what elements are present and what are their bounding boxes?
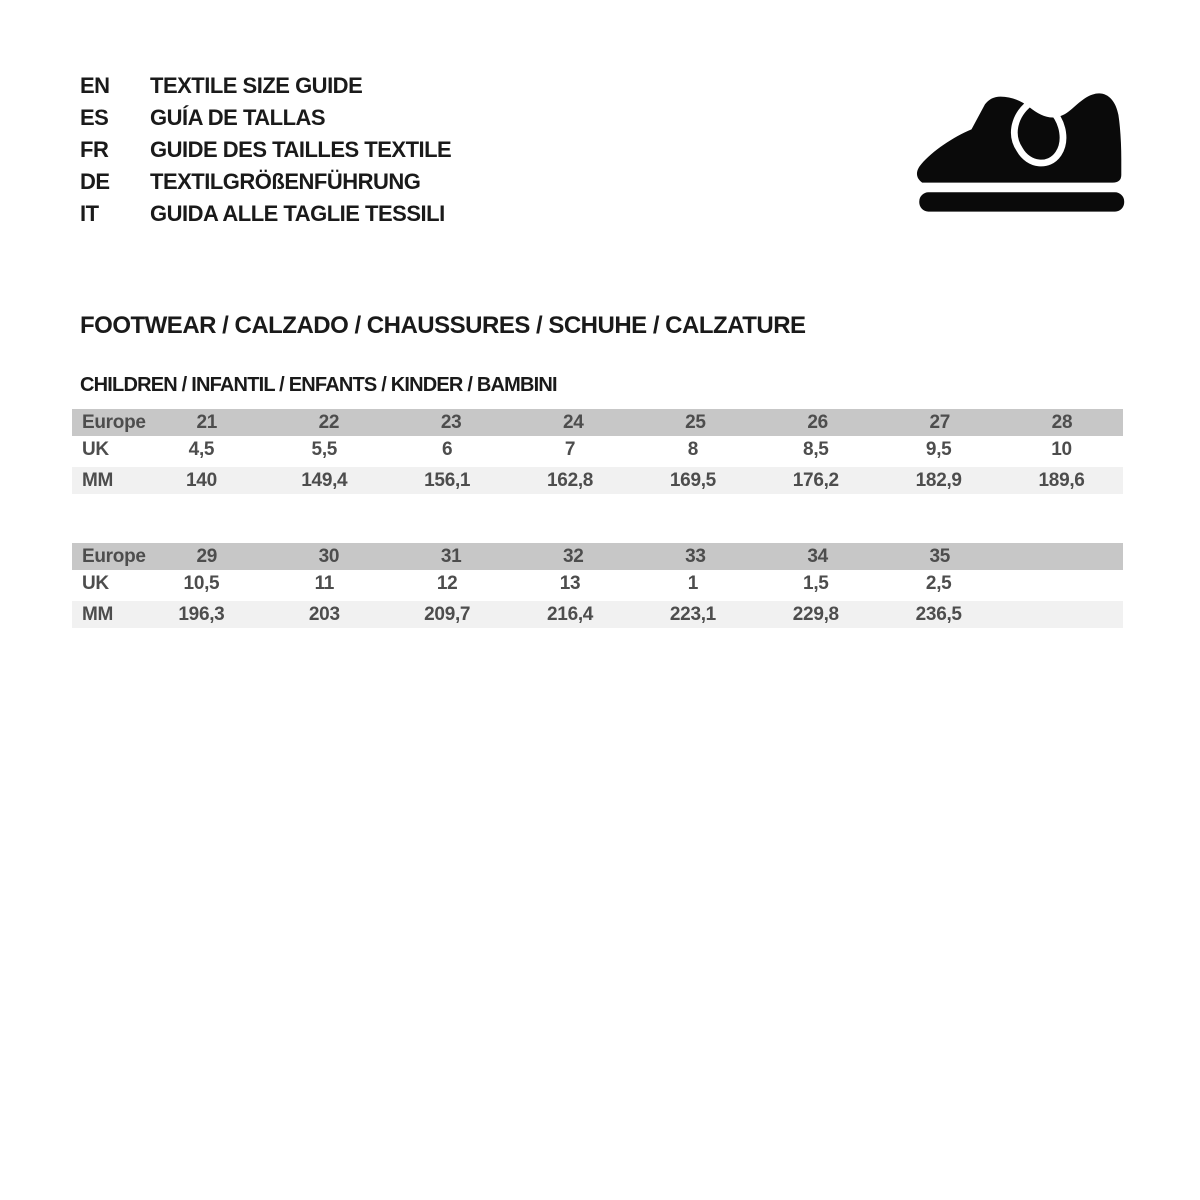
size-cell: 10,5 — [183, 572, 220, 594]
children-size-table-1 — [72, 409, 1123, 494]
row-label: Europe — [82, 545, 146, 567]
table-row-uk — [72, 436, 1123, 463]
lang-code: EN — [80, 73, 110, 98]
row-label: UK — [82, 572, 109, 594]
lang-row-en — [80, 70, 451, 102]
size-cell: 4,5 — [188, 438, 215, 460]
size-cell: 140 — [186, 469, 217, 491]
language-list — [80, 70, 451, 230]
size-cell: 10 — [1051, 438, 1072, 460]
size-cell: 7 — [564, 438, 576, 460]
size-cell: 28 — [1051, 411, 1073, 433]
size-cell: 169,5 — [669, 469, 716, 491]
size-cell: 12 — [436, 572, 458, 594]
table-row-europe — [72, 543, 1123, 570]
size-cell: 229,8 — [792, 603, 839, 625]
size-cell: 35 — [929, 545, 951, 567]
children-size-table-2 — [72, 543, 1123, 628]
row-label: Europe — [82, 411, 146, 433]
table-row-uk — [72, 570, 1123, 597]
size-cell: 27 — [929, 411, 951, 433]
row-label: UK — [82, 438, 109, 460]
size-cell: 13 — [559, 572, 581, 594]
lang-label: GUIDA ALLE TAGLIE TESSILI — [150, 201, 445, 226]
size-cell: 2,5 — [925, 572, 952, 594]
size-cell: 8,5 — [803, 438, 829, 460]
lang-code: ES — [80, 105, 109, 130]
lang-row-de — [80, 166, 451, 198]
size-cell: 8 — [687, 438, 699, 460]
lang-label: GUÍA DE TALLAS — [150, 105, 326, 130]
lang-label: GUIDE DES TAILLES TEXTILE — [150, 137, 452, 162]
lang-code: DE — [80, 169, 110, 194]
size-cell: 236,5 — [915, 603, 962, 625]
size-cell: 22 — [318, 411, 340, 433]
table-row-mm — [72, 601, 1123, 628]
size-cell: 182,9 — [915, 469, 962, 491]
size-cell: 209,7 — [424, 603, 471, 625]
size-cell: 196,3 — [178, 603, 225, 625]
row-label: MM — [82, 603, 114, 625]
size-cell: 162,8 — [547, 469, 594, 491]
table-row-europe — [72, 409, 1123, 436]
size-cell: 23 — [440, 411, 462, 433]
lang-row-it — [80, 198, 451, 230]
section-title-footwear: FOOTWEAR / CALZADO / CHAUSSURES / SCHUHE / CALZATURE — [80, 312, 806, 339]
size-cell: 33 — [685, 545, 706, 567]
lang-row-es — [80, 102, 451, 134]
size-cell: 25 — [685, 411, 706, 433]
lang-label: TEXTILE SIZE GUIDE — [150, 73, 363, 98]
size-cell: 31 — [440, 545, 462, 567]
row-label: MM — [82, 469, 114, 491]
lang-row-fr — [80, 134, 451, 166]
size-cell: 29 — [196, 545, 218, 567]
size-cell: 5,5 — [311, 438, 338, 460]
size-cell: 216,4 — [547, 603, 594, 625]
size-cell: 223,1 — [669, 603, 716, 625]
lang-code: FR — [80, 137, 109, 162]
size-cell: 203 — [308, 603, 340, 625]
lang-label: TEXTILGRÖßENFÜHRUNG — [150, 169, 421, 194]
size-cell: 156,1 — [424, 469, 471, 491]
size-cell: 21 — [196, 411, 218, 433]
size-cell: 176,2 — [792, 469, 839, 491]
size-cell: 149,4 — [301, 469, 348, 491]
size-cell: 11 — [314, 572, 335, 594]
size-cell: 1,5 — [803, 572, 829, 594]
size-cell: 9,5 — [925, 438, 952, 460]
table-row-mm — [72, 467, 1123, 494]
lang-code: IT — [80, 201, 99, 226]
size-cell: 189,6 — [1038, 469, 1085, 491]
size-cell: 1 — [687, 572, 699, 594]
size-cell: 32 — [562, 545, 584, 567]
children-shoe-icon — [893, 84, 1135, 229]
size-cell: 6 — [442, 438, 453, 460]
section-subtitle-children: CHILDREN / INFANTIL / ENFANTS / KINDER / BAMBINI — [80, 374, 557, 396]
size-cell: 24 — [562, 411, 584, 433]
size-cell: 26 — [807, 411, 828, 433]
size-cell: 30 — [318, 545, 340, 567]
size-cell: 34 — [807, 545, 828, 567]
